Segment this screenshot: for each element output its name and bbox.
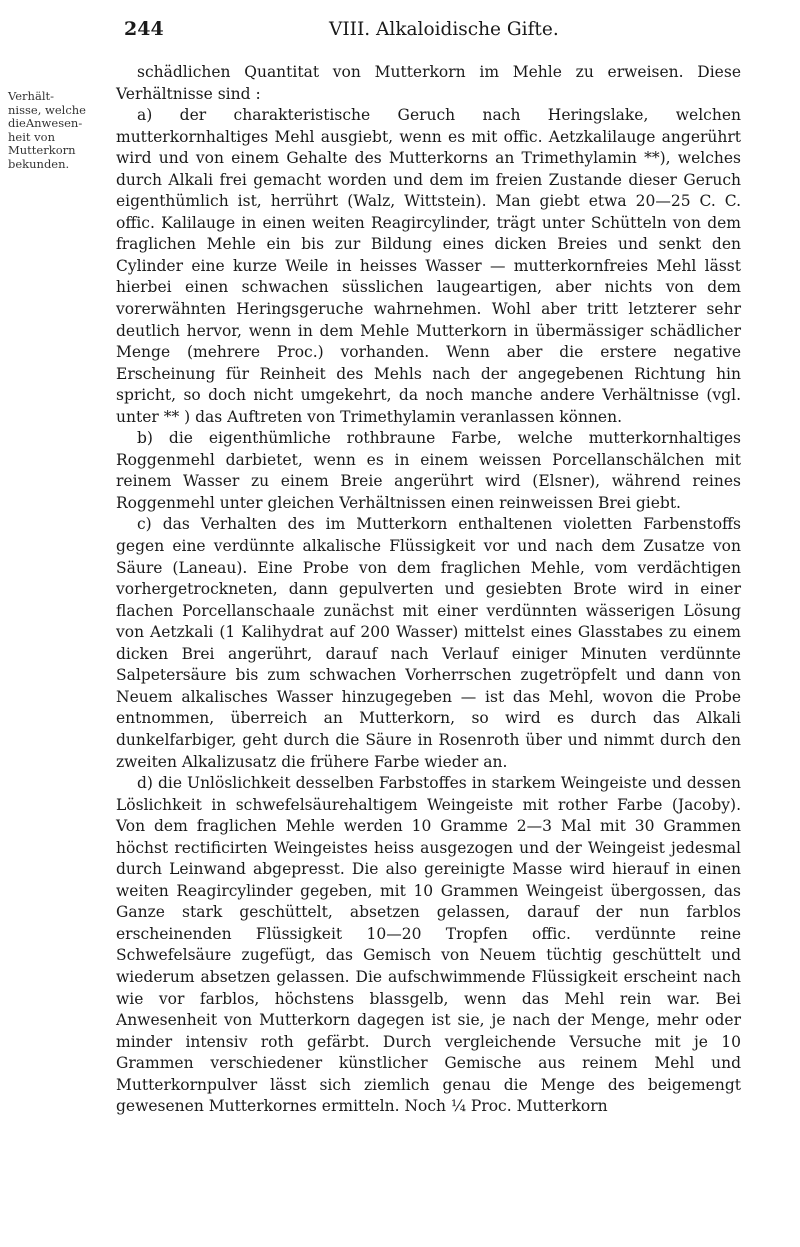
margin-note-line: heit von	[8, 129, 55, 144]
paragraph-d-dye-solubility: d) die Unlöslichkeit desselben Farbstoffes in starkem Weingeiste und dessen Löslichkeit in schwefelsäurehaltigem Weingeiste mit rother Farbe (Jacoby). Von dem fraglichen Mehle werden 10 Gramme 2—3 Mal mit 30 Grammen höchst rectificirten Weingeistes heiss ausgezogen und der Weingeist jedesmal durch Leinwand abgepresst. Die also gereinigte Masse wird hierauf in einen weiten Reagircylinder gegeben, mit 10 Grammen Weingeist übergossen, das Ganze stark geschüttelt, absetzen gelassen, darauf der nun farblos erscheinenden Flüssigkeit 10—20 Tropfen offic. verdünnte reine Schwefelsäure zugefügt, das Gemisch von Neuem tüchtig geschüttelt und wiederum absetzen gelassen. Die aufschwimmende Flüssigkeit erscheint nach wie vor farblos, höchstens blassgelb, wenn das Mehl rein war. Bei Anwesenheit von Mutterkorn dagegen ist sie, je nach der Menge, mehr oder minder intensiv roth gefärbt. Durch vergleichende Versuche mit je 10 Grammen verschiedener künstlicher Gemische aus reinem Mehl und Mutterkornpulver lässt sich ziemlich genau die Menge des beigemengt gewesenen Mutterkornes ermitteln. Noch ¼ Proc. Mutterkorn	[116, 774, 741, 1116]
running-title: VIII. Alkaloidische Gifte.	[329, 19, 559, 40]
page-header	[124, 18, 744, 48]
paragraph-intro: schädlichen Quantitat von Mutterkorn im Mehle zu erweisen. Diese Verhältnisse sind :	[116, 63, 741, 103]
paragraph-a-herring-odor: a) der charakteristische Geruch nach Heringslake, welchen mutterkornhaltiges Mehl ausgiebt, wenn es mit offic. Aetzkalilauge angerührt wird und von einem Gehalte des Mutterkorns an Trimethylamin **), welches durch Alkali frei gemacht worden und dem im freien Zustande dieser Geruch eigenthümlich ist, herrührt (Walz, Wittstein). Man giebt etwa 20—25 C. C. offic. Kalilauge in einen weiten Reagircylinder, trägt unter Schütteln von dem fraglichen Mehle ein bis zur Bildung eines dicken Breies und senkt den Cylinder eine kurze Weile in heisses Wasser — mutterkornfreies Mehl lässt hierbei einen schwachen süsslichen laugeartigen, aber nichts von dem vorerwähnten Heringsgeruche wahrnehmen. Wohl aber tritt letzterer sehr deutlich hervor, wenn in dem Mehle Mutterkorn in übermässiger schädlicher Menge (mehrere Proc.) vorhanden. Wenn aber die erstere negative Erscheinung für Reinheit des Mehls nach der angegebenen Richtung hin spricht, so doch nicht umgekehrt, da noch manche andere Verhältnisse (vgl. unter ** ) das Auftreten von Trimethylamin veranlassen können.	[116, 106, 741, 426]
margin-note	[8, 90, 116, 172]
paragraph-b-red-brown-color: b) die eigenthümliche rothbraune Farbe, welche mutterkornhaltiges Roggenmehl darbietet, wenn es in einem weissen Porcellanschälchen mit reinem Wasser zu einem Breie angerührt wird (Elsner), während reines Roggenmehl unter gleichen Verhältnissen einen reinweissen Brei giebt.	[116, 429, 741, 512]
margin-note-line: bekunden.	[8, 156, 70, 171]
margin-note-line: Mutterkorn	[8, 143, 76, 158]
margin-note-line: Verhält-	[8, 89, 54, 103]
paragraph-c-violet-dye-alkali: c) das Verhalten des im Mutterkorn enthaltenen violetten Farbenstoffs gegen eine verdünnte alkalische Flüssigkeit vor und nach dem Zusatze von Säure (Laneau). Eine Probe von dem fraglichen Mehle, vom verdächtigen vorhergetrockneten, dann gepulverten und gesiebten Brote wird in einer flachen Porcellanschaale zunächst mit einer verdünnten wässerigen Lösung von Aetzkali (1 Kalihydrat auf 200 Wasser) mittelst eines Glasstabes zu einem dicken Brei angerührt, darauf nach Verlauf einiger Minuten verdünnte Salpetersäure bis zum schwachen Vorherrschen zugetröpfelt und dann von Neuem alkalisches Wasser hinzugegeben — ist das Mehl, wovon die Probe entnommen, überreich an Mutterkorn, so wird es durch das Alkali dunkelfarbiger, geht durch die Säure in Rosenroth über und nimmt durch den zweiten Alkalizusatz die frühere Farbe wieder an.	[116, 515, 741, 771]
margin-note-line: dieAnwesen-	[8, 116, 83, 131]
body-text	[116, 62, 741, 1118]
margin-note-line: nisse, welche	[8, 102, 86, 117]
page-number: 244	[124, 18, 164, 40]
